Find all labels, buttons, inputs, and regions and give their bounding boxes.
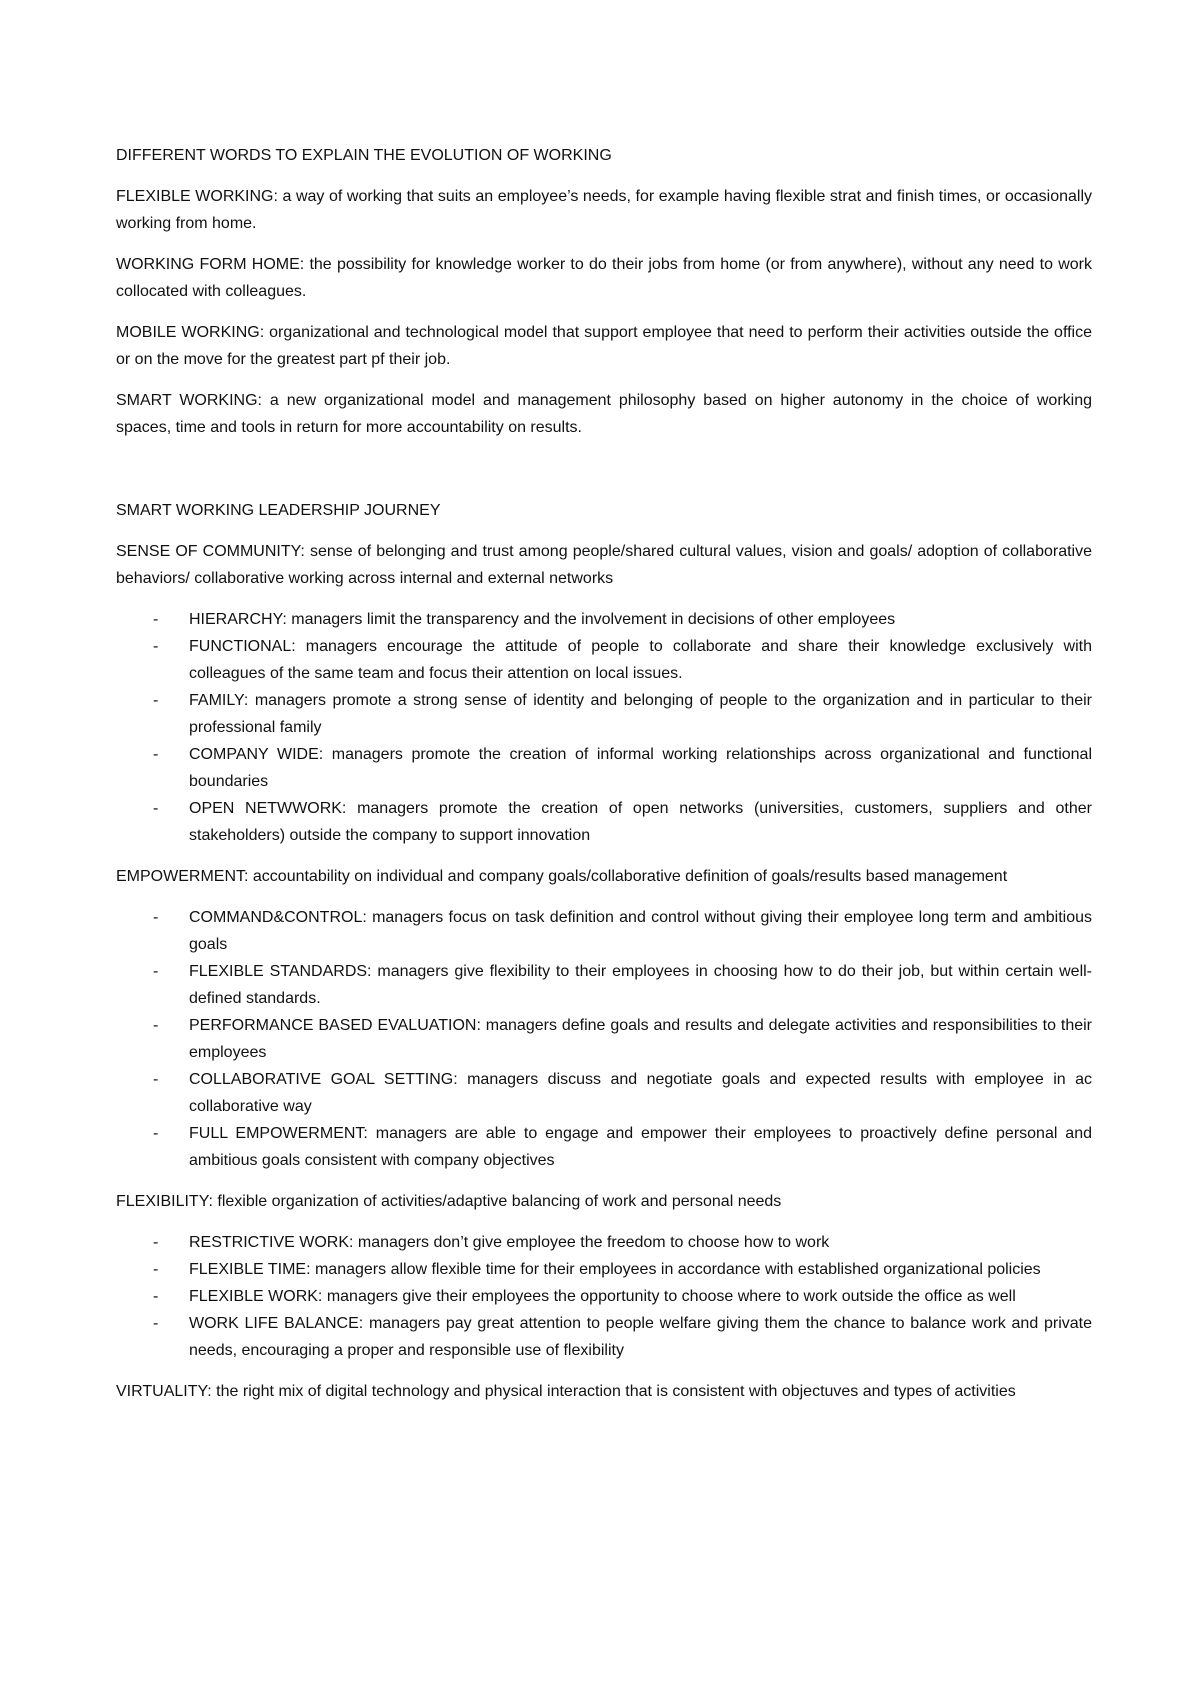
list-item: - COLLABORATIVE GOAL SETTING: managers discuss and negotiate goals and expected results with employee in ac collaborative way <box>116 1066 1092 1120</box>
list-item: - OPEN NETWWORK: managers promote the creation of open networks (universities, customers, suppliers and other stakeholders) outside the company to support innovation <box>116 795 1092 849</box>
flexibility-list <box>116 1229 1092 1364</box>
list-item: - FAMILY: managers promote a strong sense of identity and belonging of people to the organization and in particular to their professional family <box>116 687 1092 741</box>
community-intro: SENSE OF COMMUNITY: sense of belonging and trust among people/shared cultural values, vision and goals/ adoption of collaborative behaviors/ collaborative working across internal and external networks <box>116 543 1092 587</box>
community-list <box>116 606 1092 849</box>
section-spacer <box>116 455 1092 497</box>
empowerment-list <box>116 904 1092 1174</box>
virtuality-intro: VIRTUALITY: the right mix of digital technology and physical interaction that is consistent with objectuves and types of activities <box>116 1383 1016 1400</box>
definition-working-from-home: WORKING FORM HOME: the possibility for knowledge worker to do their jobs from home (or from anywhere), without any need to work collocated with colleagues. <box>116 256 1092 300</box>
definition-mobile-working: MOBILE WORKING: organizational and technological model that support employee that need to perform their activities outside the office or on the move for the greatest part pf their job. <box>116 324 1092 368</box>
list-item: - WORK LIFE BALANCE: managers pay great attention to people welfare giving them the chance to balance work and private needs, encouraging a proper and responsible use of flexibility <box>116 1310 1092 1364</box>
list-item: - FLEXIBLE WORK: managers give their employees the opportunity to choose where to work outside the office as well <box>116 1283 1092 1310</box>
list-item: - FLEXIBLE STANDARDS: managers give flexibility to their employees in choosing how to do their job, but within certain well-defined standards. <box>116 958 1092 1012</box>
flexibility-intro: FLEXIBILITY: flexible organization of activities/adaptive balancing of work and personal needs <box>116 1193 782 1210</box>
definition-flexible-working: FLEXIBLE WORKING: a way of working that suits an employee’s needs, for example having flexible strat and finish times, or occasionally working from home. <box>116 188 1092 232</box>
list-item: - COMMAND&CONTROL: managers focus on task definition and control without giving their employee long term and ambitious goals <box>116 904 1092 958</box>
section-title-evolution: DIFFERENT WORDS TO EXPLAIN THE EVOLUTION OF WORKING <box>116 147 612 164</box>
list-item: - FULL EMPOWERMENT: managers are able to engage and empower their employees to proactively define personal and ambitious goals consistent with company objectives <box>116 1120 1092 1174</box>
list-item: - RESTRICTIVE WORK: managers don’t give employee the freedom to choose how to work <box>116 1229 1092 1256</box>
document-body <box>116 142 1092 1419</box>
list-item: - HIERARCHY: managers limit the transparency and the involvement in decisions of other employees <box>116 606 1092 633</box>
list-item: - COMPANY WIDE: managers promote the creation of informal working relationships across organizational and functional boundaries <box>116 741 1092 795</box>
section-title-leadership-journey: SMART WORKING LEADERSHIP JOURNEY <box>116 502 441 519</box>
list-item: - PERFORMANCE BASED EVALUATION: managers define goals and results and delegate activities and responsibilities to their employees <box>116 1012 1092 1066</box>
list-item: - FLEXIBLE TIME: managers allow flexible time for their employees in accordance with established organizational policies <box>116 1256 1092 1283</box>
list-item: - FUNCTIONAL: managers encourage the attitude of people to collaborate and share their knowledge exclusively with colleagues of the same team and focus their attention on local issues. <box>116 633 1092 687</box>
definition-smart-working: SMART WORKING: a new organizational model and management philosophy based on higher autonomy in the choice of working spaces, time and tools in return for more accountability on results. <box>116 392 1092 436</box>
empowerment-intro: EMPOWERMENT: accountability on individual and company goals/collaborative definition of goals/results based management <box>116 868 1008 885</box>
